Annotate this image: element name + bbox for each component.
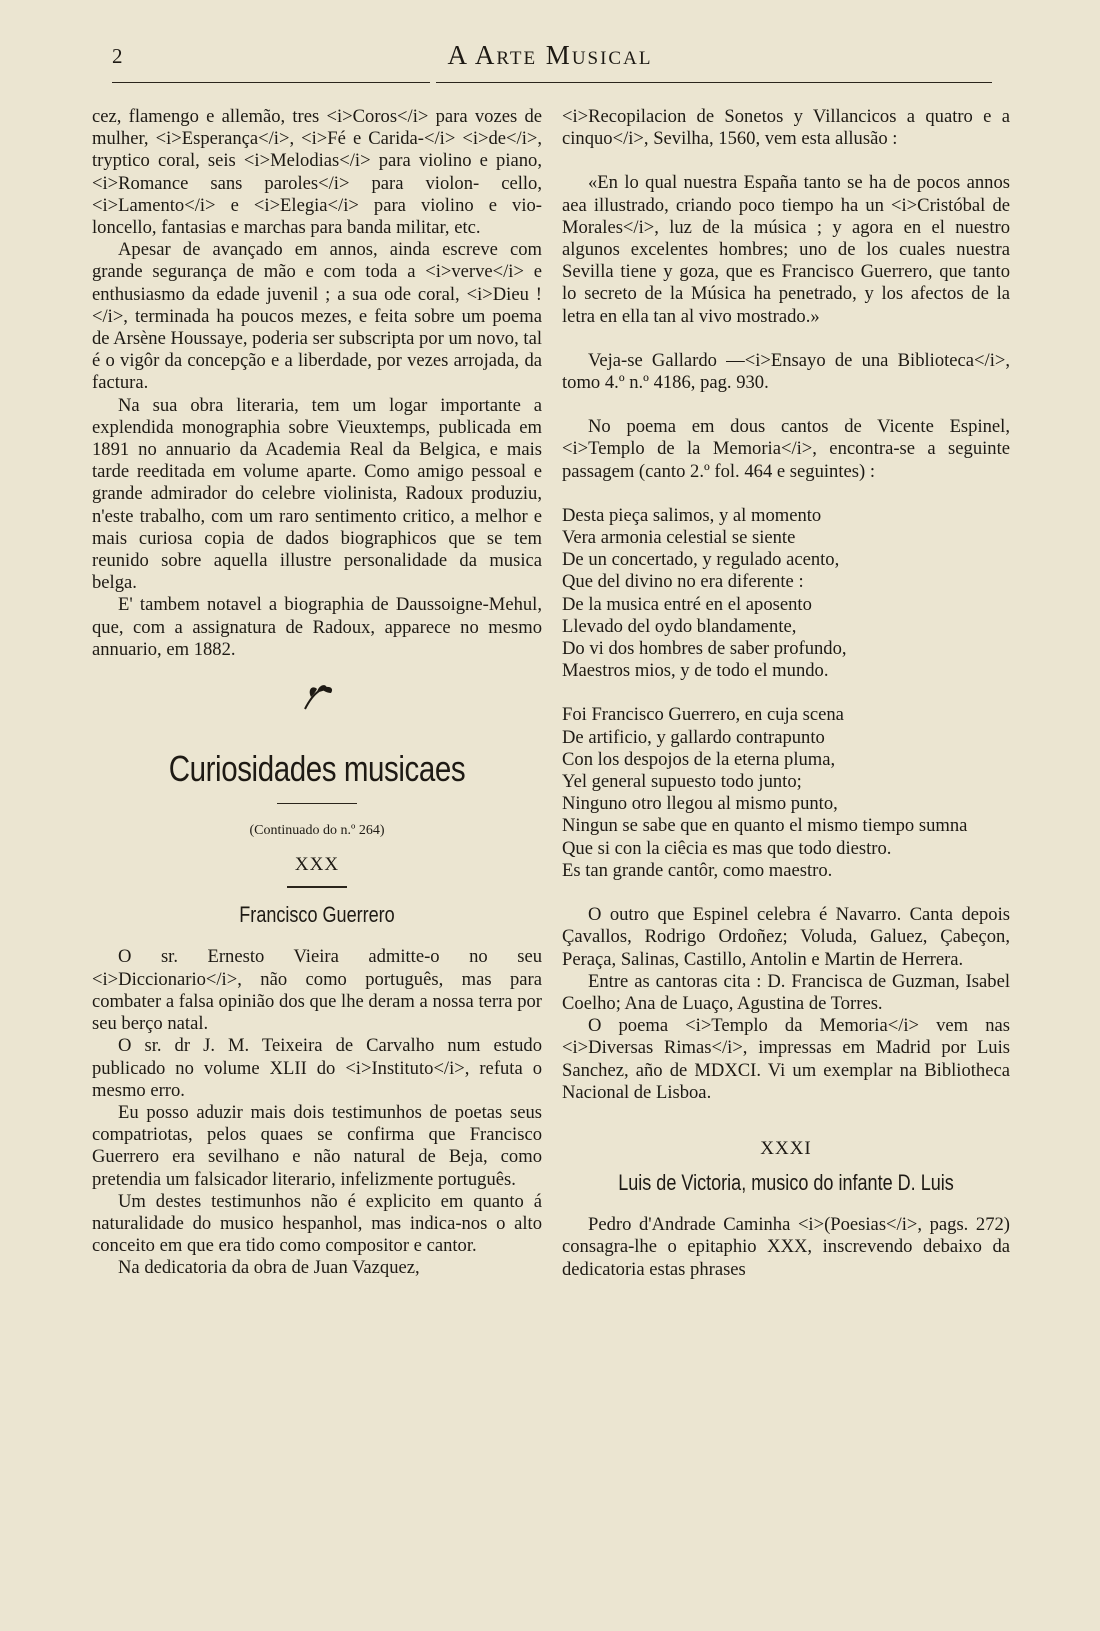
verse-line: Desta pieça salimos, y al momento bbox=[562, 504, 822, 526]
verse-line: Yel general supuesto todo junto; bbox=[562, 771, 802, 793]
chapter-rule bbox=[287, 886, 347, 888]
right-p5: O outro que Espinel celebra é Navarro. Canta depois Çavallos, Rodrigo Ordoñez; Voluda, Galuez, Çabeçon, Peraça, Salinas, Castillo, Antolin e Martin de Herrera. bbox=[562, 904, 1010, 970]
verse-line: Que del divino no era diferente : bbox=[562, 571, 804, 593]
left-p9: Na dedicatoria da obra de Juan Vazquez, bbox=[118, 1257, 420, 1279]
right-p4: No poema em dous cantos de Vicente Espinel, <i>Templo de la Memoria</i>, encontra-se a seguinte passagem (canto 2.º fol. 464 e seguintes) : bbox=[562, 416, 1010, 482]
verse-line: Maestros mios, y de todo el mundo. bbox=[562, 660, 829, 682]
verse-line: Llevado del oydo blandamente, bbox=[562, 615, 797, 637]
right-column bbox=[562, 106, 1010, 1281]
verse-line: Ninguno otro llegou al mismo punto, bbox=[562, 793, 838, 815]
left-p5: O sr. Ernesto Vieira admitte-o no seu <i>Diccionario</i>, não como português, mas para combater a falsa opinião dos que lhe deram a nossa terra por seu berço natal. bbox=[92, 946, 542, 1035]
left-p6: O sr. dr J. M. Teixeira de Carvalho num estudo publicado no volume XLII do <i>Instituto</i>, refuta o mesmo erro. bbox=[92, 1035, 542, 1101]
right-p6: Entre as cantoras cita : D. Francisca de Guzman, Isabel Coelho; Ana de Luaço, Agustina de Torres. bbox=[562, 970, 1010, 1014]
verse-stanza-2 bbox=[562, 704, 1010, 882]
leaf-ornament-icon bbox=[297, 679, 337, 713]
verse-line: Ningun se sabe que en quanto el mismo tiempo sumna bbox=[562, 815, 968, 837]
verse-line: De la musica entré en el aposento bbox=[562, 593, 812, 615]
left-p8: Um destes testimunhos não é explicito em quanto á naturalidade do musico hespanhol, mas indica-nos o alto conceito em que era tido como compositor e cantor. bbox=[92, 1190, 542, 1257]
fleuron-ornament bbox=[92, 661, 542, 739]
verse-line: Es tan grande cantôr, como maestro. bbox=[562, 859, 833, 881]
right-p1: <i>Recopilacion de Sonetos y Villancicos a quatro e a cinquo</i>, Sevilha, 1560, vem esta allusão : bbox=[562, 106, 1010, 150]
left-p1: cez, flamengo e allemão, tres <i>Coros</i> para vozes de mulher, <i>Esperança</i>, <i>Fé e Carida-</i> <i>de</i>, tryptico coral, seis <i>Melodias</i> para violino e piano, <i>Romance sans paroles</i> para violon- cello, <i>Lamento</i> e <i>Elegia</i> para violino e vio- loncello, fantasias e marchas para banda militar, etc. bbox=[92, 106, 542, 239]
running-title: A Arte Musical bbox=[447, 40, 653, 70]
verse-stanza-1 bbox=[562, 505, 1010, 683]
left-p3: Na sua obra literaria, tem um logar importante a explendida monographia sobre Vieuxtemps, publicada em 1891 no annuario da Academia Real da Belgica, e mais tarde reeditada em volume aparte. Como amigo pessoal e grande admirador do celebre violinista, Radoux produziu, n'este trabalho, com um raro sentimento critico, a melhor e mais curiosa copia de dados biographicos que se tem reunido sobre aquella illustre personalidade da musica belga. bbox=[92, 394, 542, 594]
verse-line: Do vi dos hombres de saber profundo, bbox=[562, 638, 847, 660]
title-rule bbox=[277, 803, 357, 804]
left-p4: E' tambem notavel a biographia de Daussoigne-Mehul, que, com a assignatura de Radoux, apparece no mesmo annuario, em 1882. bbox=[92, 594, 542, 660]
verse-line: Foi Francisco Guerrero, en cuja scena bbox=[562, 704, 844, 726]
page-number: 2 bbox=[112, 44, 123, 68]
verse-line: Vera armonia celestial se siente bbox=[562, 527, 796, 549]
header-rule-right bbox=[436, 82, 992, 83]
verse-line: Que si con la ciêcia es mas que todo diestro. bbox=[562, 837, 892, 859]
section-title: Curiosidades musicaes bbox=[168, 748, 466, 790]
chapter-number-xxxi: XXXI bbox=[760, 1137, 812, 1159]
left-p7: Eu posso aduzir mais dois testimunhos de poetas seus compatriotas, pelos quaes se confirma que Francisco Guerrero era sevilhano e não natural de Beja, como pretendia um falsicador literario, infelizmente português. bbox=[92, 1101, 542, 1190]
left-column bbox=[92, 106, 542, 1280]
verse-line: De un concertado, y regulado acento, bbox=[562, 549, 840, 571]
right-p7: O poema <i>Templo da Memoria</i> vem nas <i>Diversas Rimas</i>, impressas em Madrid por Luis Sanchez, año de MDXCI. Vi um exemplar na Bibliotheca Nacional de Lisboa. bbox=[562, 1015, 1010, 1103]
right-p8: Pedro d'Andrade Caminha <i>(Poesias</i>, pags. 272) consagra-lhe o epitaphio XXX, inscrevendo debaixo da dedicatoria estas phrases bbox=[562, 1214, 1010, 1280]
subhead-luis-de-victoria: Luis de Victoria, musico do infante D. Luis bbox=[618, 1170, 954, 1196]
right-quote: «En lo qual nuestra España tanto se ha de pocos annos aea illustrado, criando poco tiempo ha un <i>Cristóbal de Morales</i>, luz de la música ; y agora en el nuestro algunos excelentes hombres; uno de los cuales nuestra Sevilla tiene y goza, que es Francisco Guerrero, que tanto lo secreto de la Música ha penetrado, y los afectos de la letra en ella tan al vivo mostrado.» bbox=[562, 172, 1010, 327]
header-rule-left bbox=[112, 82, 430, 83]
right-p3: Veja-se Gallardo —<i>Ensayo de una Biblioteca</i>, tomo 4.º n.º 4186, pag. 930. bbox=[562, 349, 1010, 394]
running-header bbox=[0, 40, 1100, 80]
chapter-number-xxx: XXX bbox=[294, 854, 340, 876]
subhead-francisco-guerrero: Francisco Guerrero bbox=[239, 902, 395, 928]
left-p2: Apesar de avançado em annos, ainda escreve com grande segurança de mão e com toda a <i>verve</i> e enthusiasmo da edade juvenil ; a sua ode coral, <i>Dieu !</i>, terminada ha poucos mezes, e feita sobre um poema de Arsène Houssaye, poderia ser subscripta por um novo, tal é o vigôr da concepção e a liberdade, por vezes arrojada, da factura. bbox=[92, 239, 542, 394]
verse-line: De artificio, y gallardo contrapunto bbox=[562, 726, 825, 748]
continued-note: (Continuado do n.º 264) bbox=[249, 823, 385, 839]
verse-line: Con los despojos de la eterna pluma, bbox=[562, 748, 836, 770]
